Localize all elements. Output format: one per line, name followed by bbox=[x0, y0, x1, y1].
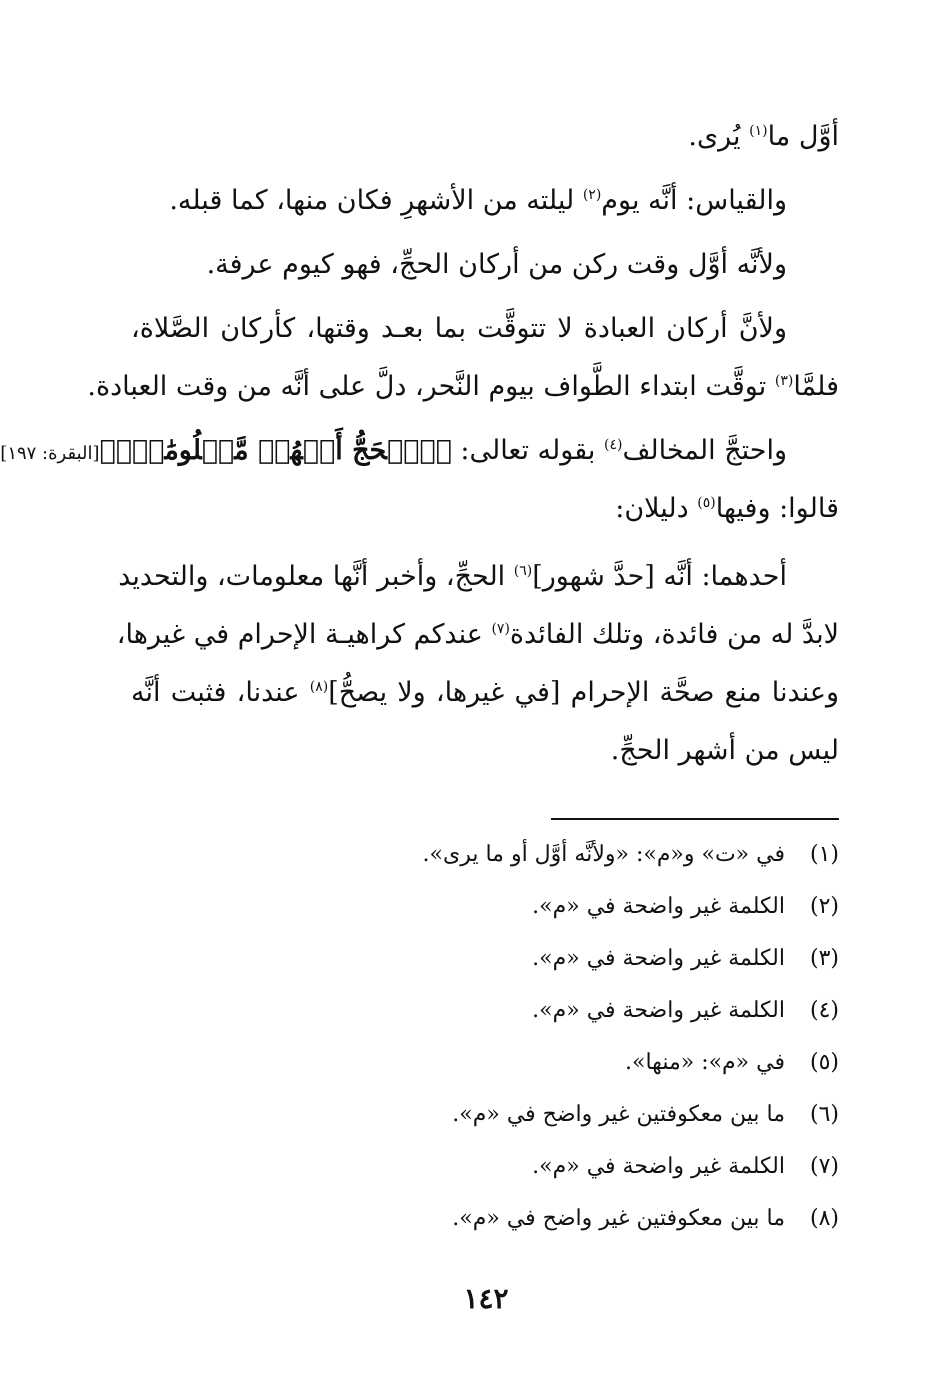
text-run: واحتجَّ المخالف bbox=[622, 435, 787, 466]
footnote-marker[interactable]: (٦) bbox=[513, 563, 533, 579]
footnote-item bbox=[239, 1193, 839, 1245]
footnote-number: (٣) bbox=[809, 946, 839, 971]
text-line bbox=[116, 606, 839, 664]
footnote-text: في «م»: «منها». bbox=[625, 1050, 785, 1075]
footnote-item bbox=[239, 1141, 839, 1193]
footnote-text: في «ت» و«م»: «ولأنَّه أوَّل أو ما يرى». bbox=[422, 842, 785, 867]
text-run: بقوله تعالى: bbox=[451, 435, 604, 466]
main-text bbox=[0, 108, 839, 780]
footnote-number: (٧) bbox=[809, 1154, 839, 1179]
text-run: فلمَّا bbox=[793, 371, 839, 402]
text-run: توقَّت ابتداء الطَّواف بيوم النَّحر، دلَّ على أنَّه من وقت العبادة. bbox=[87, 371, 775, 402]
quran-verse: ﴿ٱلۡحَجُّ أَشۡهُرٞ مَّعۡلُومَٰتٞۚ﴾ bbox=[99, 435, 452, 466]
text-run: ليس من أشهر الحجِّ. bbox=[610, 735, 839, 766]
text-run: ليلته من الأشهرِ فكان منها، كما قبله. bbox=[169, 185, 583, 216]
text-line bbox=[131, 722, 839, 780]
footnote-text: ما بين معكوفتين غير واضح في «م». bbox=[452, 1102, 785, 1127]
footnote-text: الكلمة غير واضحة في «م». bbox=[532, 1154, 785, 1179]
quran-reference: [البقرة: ١٩٧] bbox=[0, 443, 100, 464]
text-run: قالوا: وفيها bbox=[715, 493, 839, 524]
page-number: ١٤٢ bbox=[463, 1282, 509, 1315]
footnote-number: (٥) bbox=[809, 1050, 839, 1075]
text-run: لابدَّ له من فائدة، وتلك الفائدة bbox=[509, 619, 839, 650]
footnote-item bbox=[239, 933, 839, 985]
text-line bbox=[118, 548, 839, 606]
text-run: دليلان: bbox=[615, 493, 698, 524]
text-line bbox=[131, 480, 839, 538]
footnote-item bbox=[239, 985, 839, 1037]
footnote-text: الكلمة غير واضحة في «م». bbox=[532, 894, 785, 919]
text-line bbox=[131, 108, 839, 166]
text-line bbox=[131, 664, 839, 722]
footnote-marker[interactable]: (٤) bbox=[603, 437, 623, 453]
text-line bbox=[131, 236, 839, 294]
footnote-number: (٤) bbox=[809, 998, 839, 1023]
text-run: عندنا، فثبت أنَّه bbox=[131, 677, 310, 708]
text-line bbox=[87, 358, 839, 416]
footnote-item bbox=[239, 829, 839, 881]
footnote-text: الكلمة غير واضحة في «م». bbox=[532, 946, 785, 971]
footnote-item bbox=[239, 1089, 839, 1141]
text-run: يُرى. bbox=[688, 121, 750, 152]
footnote-marker[interactable]: (٥) bbox=[697, 495, 716, 511]
text-run: أحدهما: أنَّه [حدَّ شهور] bbox=[532, 561, 787, 592]
footnote-number: (١) bbox=[809, 842, 839, 867]
text-run: ولأنَّ أركان العبادة لا تتوقَّت بما بعـد وقتها، كأركان الصَّلاة، bbox=[131, 313, 787, 344]
text-run: ولأنَّه أوَّل وقت ركن من أركان الحجِّ، فهو كيوم عرفة. bbox=[206, 249, 787, 280]
footnote-text: ما بين معكوفتين غير واضح في «م». bbox=[452, 1206, 785, 1231]
text-line bbox=[131, 300, 839, 358]
text-run: وعندنا منع صحَّة الإحرام [في غيرها، ولا يصحُّ] bbox=[328, 677, 839, 708]
footnote-number: (٢) bbox=[809, 894, 839, 919]
footnote-marker[interactable]: (٧) bbox=[491, 621, 510, 637]
footnotes-list bbox=[239, 829, 839, 1245]
text-run: عندكم كراهيـة الإحرام في غيرها، bbox=[116, 619, 492, 650]
footnote-text: الكلمة غير واضحة في «م». bbox=[532, 998, 785, 1023]
text-run: أوَّل ما bbox=[767, 121, 839, 152]
footnote-marker[interactable]: (٣) bbox=[774, 373, 794, 389]
footnote-item bbox=[239, 881, 839, 933]
text-run: والقياس: أنَّه يوم bbox=[601, 185, 787, 216]
footnote-marker[interactable]: (٢) bbox=[582, 187, 602, 203]
footnote-item bbox=[239, 1037, 839, 1089]
footnote-number: (٨) bbox=[809, 1206, 839, 1231]
text-line bbox=[131, 172, 839, 230]
footnote-marker[interactable]: (٨) bbox=[309, 679, 329, 695]
text-run: الحجِّ، وأخبر أنَّها معلومات، والتحديد bbox=[118, 561, 514, 592]
footnote-number: (٦) bbox=[809, 1102, 839, 1127]
footnote-marker[interactable]: (١) bbox=[749, 123, 768, 139]
footnote-separator bbox=[551, 818, 839, 820]
text-line bbox=[0, 422, 839, 480]
